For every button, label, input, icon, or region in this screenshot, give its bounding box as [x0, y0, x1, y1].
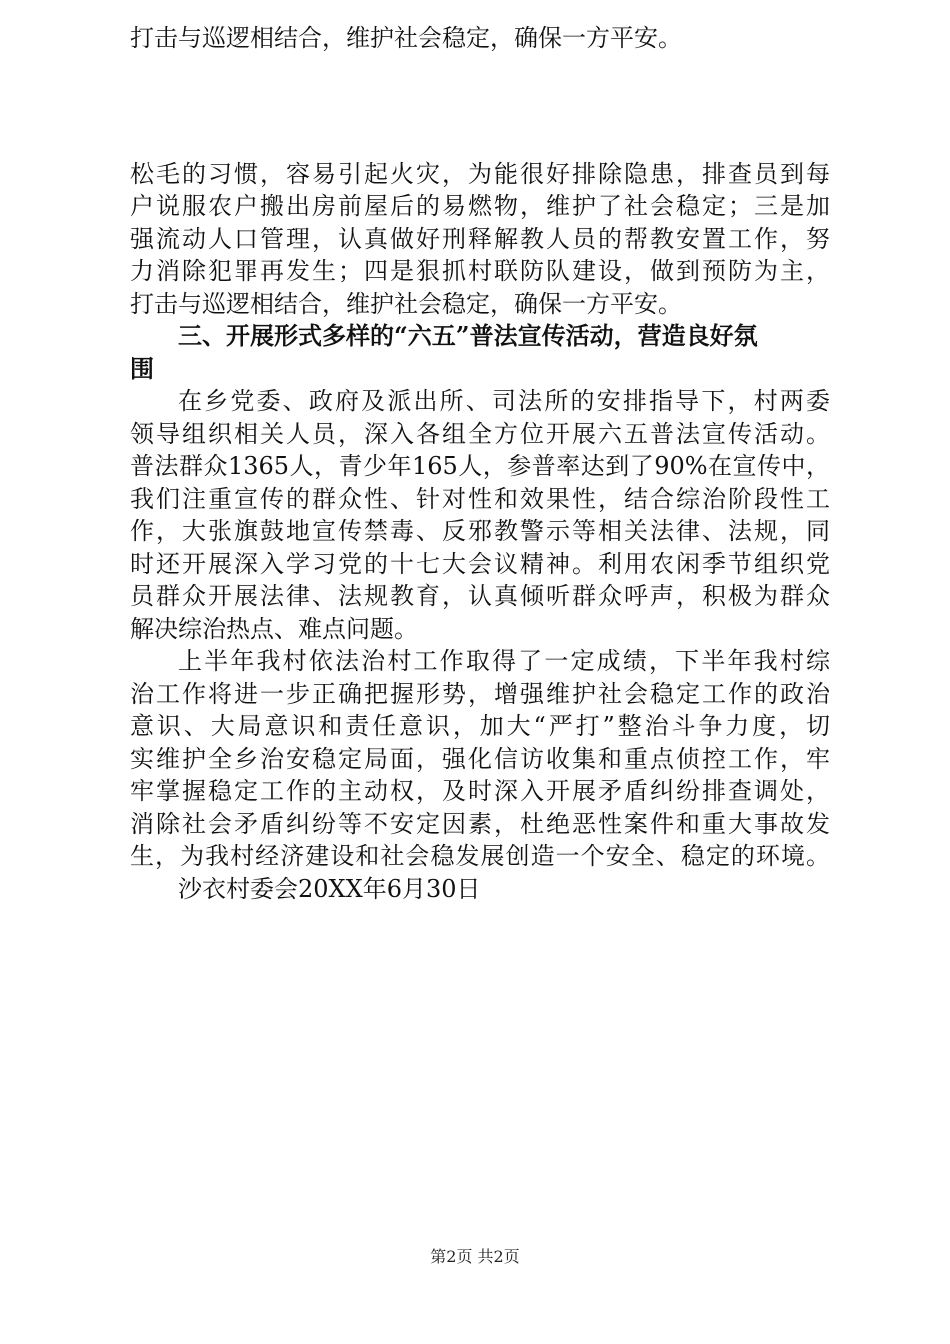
- text-line: 户说服农户搬出房前屋后的易燃物，维护了社会稳定；三是加: [130, 192, 830, 220]
- text-line: 时还开展深入学习党的十七大会议精神。利用农闲季节组织党: [130, 549, 830, 578]
- text-line: 普法群众1365人，青少年165人，参普率达到了90%在宣传中，: [130, 452, 830, 480]
- text-line: 上半年我村依法治村工作取得了一定成绩，下半年我村综: [178, 647, 830, 675]
- text-line: 打击与巡逻相结合，维护社会稳定，确保一方平安。: [130, 24, 682, 52]
- text-line: 领导组织相关人员，深入各组全方位开展六五普法宣传活动。: [130, 419, 830, 448]
- section-heading-continued: 围: [130, 353, 154, 383]
- text-line: 我们注重宣传的群众性、针对性和效果性，结合综治阶段性工: [130, 484, 830, 513]
- text-line: 力消除犯罪再发生；四是狠抓村联防队建设，做到预防为主，: [130, 257, 830, 285]
- text-line: 实维护全乡治安稳定局面，强化信访收集和重点侦控工作，牢: [130, 744, 830, 773]
- text-line: 打击与巡逻相结合，维护社会稳定，确保一方平安。: [130, 289, 682, 318]
- text-line: 员群众开展法律、法规教育，认真倾听群众呼声，积极为群众: [130, 582, 830, 610]
- text-line: 意识、大局意识和责任意识，加大“严打”整治斗争力度，切: [130, 712, 830, 740]
- document-body: [130, 22, 830, 905]
- text-line: 强流动人口管理，认真做好刑释解教人员的帮教安置工作，努: [130, 224, 830, 253]
- text-line: 在乡党委、政府及派出所、司法所的安排指导下，村两委: [178, 387, 830, 415]
- page-gap: [130, 55, 830, 158]
- section-heading: 三、开展形式多样的“六五”普法宣传活动，营造良好氛: [178, 321, 758, 350]
- text-line: 消除社会矛盾纠纷等不安定因素，杜绝恶性案件和重大事故发: [130, 809, 830, 838]
- text-line: 作，大张旗鼓地宣传禁毒、反邪教警示等相关法律、法规，同: [130, 517, 830, 545]
- text-line: 松毛的习惯，容易引起火灾，为能很好排除隐患，排查员到每: [130, 159, 830, 188]
- text-line: 解决综治热点、难点问题。: [130, 614, 418, 643]
- text-line: 生，为我村经济建设和社会稳发展创造一个安全、稳定的环境。: [130, 842, 830, 870]
- page-footer: 第2页 共2页: [430, 1247, 520, 1266]
- text-line: 牢掌握稳定工作的主动权，及时深入开展矛盾纠纷排查调处，: [130, 777, 830, 805]
- text-line: 治工作将进一步正确把握形势，增强维护社会稳定工作的政治: [130, 679, 830, 708]
- signature-line: 沙衣村委会20XX年6月30日: [178, 874, 481, 903]
